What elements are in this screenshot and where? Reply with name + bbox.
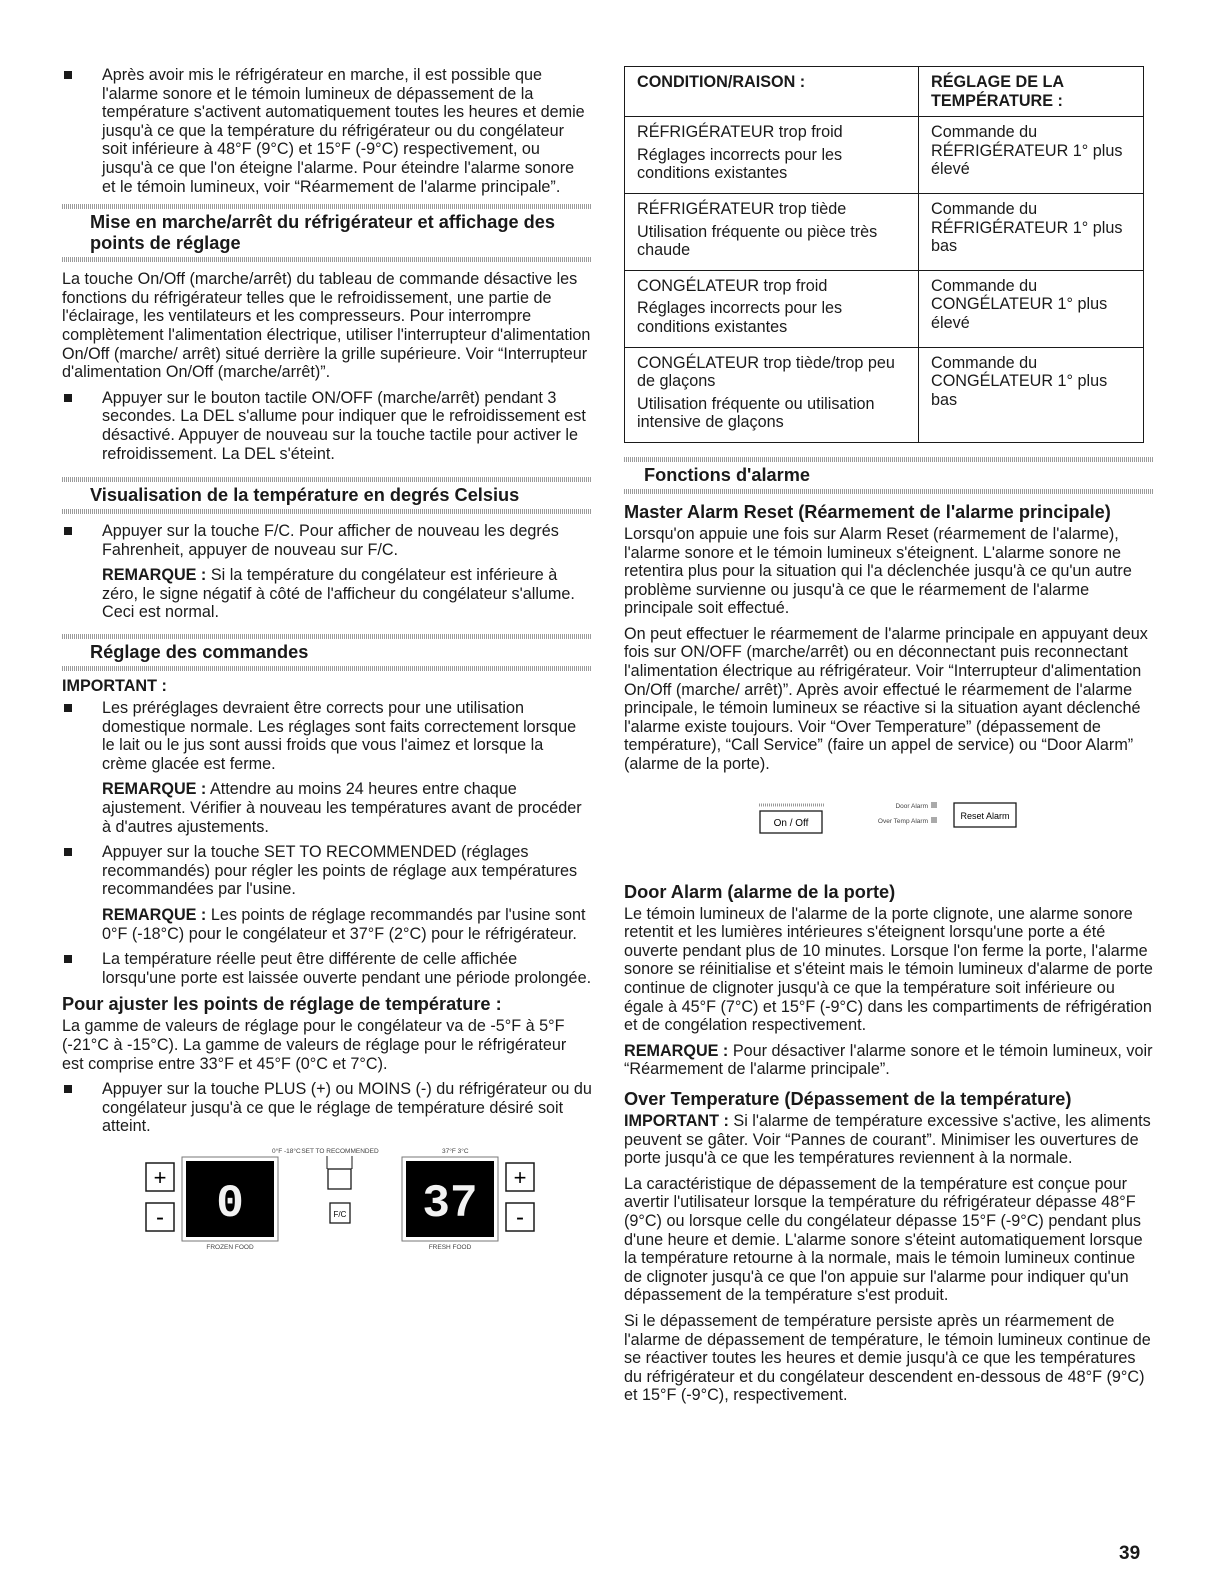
reason-text: Réglages incorrects pour les conditions existantes: [637, 145, 843, 183]
condition-text: RÉFRIGÉRATEUR trop froid: [637, 123, 843, 142]
important-label: IMPORTANT :: [624, 1111, 729, 1130]
over-temp-indicator-label: Over Temp Alarm: [877, 817, 928, 825]
section-divider: [62, 257, 592, 262]
intro-bullet-text: Après avoir mis le réfrigérateur en marche, il est possible que l'alarme sonore et le témoin lumineux de dépassement de la température s'activent automatiquement toutes les heures et demie jusqu'à ce que la température du réfrigérateur ou du congélateur soit inférieure à 48°F (9°C) et 15°F (-9°C) respectivement, ou jusqu'à ce que l'on éteigne l'alarme. Pour éteindre l'alarme sonore et le témoin lumineux, voir “Réarmement de l'alarme principale”.: [102, 66, 585, 196]
door-alarm-indicator-label: Door Alarm: [895, 802, 928, 810]
onoff-heading: Mise en marche/arrêt du réfrigérateur et affichage des points de réglage: [90, 212, 555, 254]
reglage-note-1: [62, 780, 592, 836]
condition-text: CONGÉLATEUR trop tiède/trop peu de glaçons: [637, 353, 895, 391]
onoff-button[interactable]: [760, 811, 822, 833]
freezer-minus-label: -: [156, 1203, 164, 1231]
right-column: [624, 66, 1154, 1412]
section-divider: [62, 477, 592, 482]
freezer-display-value: 0: [216, 1177, 244, 1230]
table-header-adjust: RÉGLAGE DE LA TEMPÉRATURE :: [919, 67, 1144, 117]
table-cell-condition: [625, 117, 919, 194]
ajuster-para: La gamme de valeurs de réglage pour le congélateur va de -5°F à 5°F (-21°C à -15°C). La gamme de valeurs de réglage pour le réfrigérateur est comprise entre 33°F et 45°F (0°C et 7°C).: [62, 1017, 567, 1073]
bullet-square: [64, 704, 72, 712]
master-reset-heading: Master Alarm Reset (Réarmement de l'alarme principale): [624, 501, 1111, 522]
freezer-minus-button[interactable]: [146, 1203, 174, 1231]
ajuster-bullet: [62, 1080, 592, 1136]
reglage-bullet-3-text: La température réelle peut être différente de celle affichée lorsqu'une porte est laissée ouverte pendant une période prolongée.: [102, 950, 592, 987]
table-header-row: [625, 67, 1144, 117]
bullet-square: [64, 71, 72, 79]
table-cell-adjust: Commande du RÉFRIGÉRATEUR 1° plus bas: [919, 193, 1144, 270]
over-temp-important: [624, 1112, 1154, 1168]
celsius-note: [62, 566, 592, 622]
fresh-food-label: FRESH FOOD: [428, 1243, 472, 1251]
reset-alarm-button[interactable]: [954, 803, 1016, 827]
left-column: [62, 66, 592, 1262]
onoff-bullet: [62, 389, 592, 463]
fridge-plus-button[interactable]: [506, 1163, 534, 1191]
master-para-1: Lorsqu'on appuie une fois sur Alarm Reset (réarmement de l'alarme), l'alarme sonore et le témoin lumineux s'éteignent. L'alarme sonore ne retentira plus pour la situation qui l'a déclenchée jusqu'à ce qu'un autre problème survienne ou jusqu'à ce que le réarmement de l'alarme principale soit effectué.: [624, 524, 1132, 618]
table-row: [625, 270, 1144, 347]
section-divider: [62, 509, 592, 514]
bullet-square: [64, 1085, 72, 1093]
section-divider: [624, 457, 1154, 462]
door-alarm-heading: Door Alarm (alarme de la porte): [624, 881, 896, 902]
fonctions-heading: Fonctions d'alarme: [644, 464, 811, 485]
condition-text: CONGÉLATEUR trop froid: [637, 276, 828, 295]
reglage-bullet-1-text: Les préréglages devraient être corrects pour une utilisation domestique normale. Les réglages sont faits correctement lorsque le lait ou le jus sont aussi froids que vous l'aimez et lorsque la crème glacée est ferme.: [102, 699, 577, 773]
table-cell-condition: [625, 270, 919, 347]
door-alarm-note-text: Pour désactiver l'alarme sonore et le témoin lumineux, voir “Réarmement de l'alarme principale”.: [624, 1041, 1153, 1079]
reglage-note-2: [62, 906, 592, 943]
fridge-plus-label: +: [513, 1164, 527, 1190]
reglage-bullet-2-text: Appuyer sur la touche SET TO RECOMMENDED (réglages recommandés) pour régler les points de réglage aux températures recommandées par l'usine.: [102, 843, 578, 899]
bullet-square: [64, 848, 72, 856]
bullet-square: [64, 955, 72, 963]
table-row: [625, 347, 1144, 442]
freezer-temp-label: 0°F -18°C: [272, 1147, 301, 1155]
reason-text: Utilisation fréquente ou pièce très chaude: [637, 222, 878, 260]
remarque-label: REMARQUE :: [102, 906, 207, 924]
door-alarm-led: [931, 802, 937, 808]
over-temp-para-1: La caractéristique de dépassement de la température est conçue pour avertir l'utilisateur lorsque la température du réfrigérateur dépasse 48°F (9°C) ou lorsque celle du congélateur dépasse 15°F (-9°C) pendant plus d'une heure et demie. L'alarme sonore s'éteint automatiquement lorsque la température retourne à la normale, mais le témoin lumineux continue de clignoter jusqu'à ce que l'on appuie sur l'alarme pour indiquer qu'un dépassement de la température s'est produit.: [624, 1174, 1143, 1305]
reset-alarm-label: Reset Alarm: [960, 810, 1010, 821]
fridge-minus-button[interactable]: [506, 1203, 534, 1231]
over-temp-led: [931, 817, 937, 823]
frozen-food-label: FROZEN FOOD: [206, 1243, 254, 1251]
celsius-heading: Visualisation de la température en degrés Celsius: [90, 485, 520, 506]
set-recommended-label: SET TO RECOMMENDED: [301, 1147, 379, 1155]
freezer-plus-button[interactable]: [146, 1163, 174, 1191]
bullet-square: [64, 394, 72, 402]
remarque-label: REMARQUE :: [102, 780, 207, 799]
reglage-heading: Réglage des commandes: [90, 642, 309, 663]
condition-text: RÉFRIGÉRATEUR trop tiède: [637, 199, 847, 218]
set-recommended-button[interactable]: [327, 1156, 352, 1189]
section-divider: [62, 204, 592, 209]
reglage-note-1-text: Attendre au moins 24 heures entre chaque ajustement. Vérifier à nouveau les températures avant de procéder à d'autres ajustements.: [102, 780, 582, 836]
bullet-square: [64, 527, 72, 535]
remarque-label: REMARQUE :: [102, 566, 207, 585]
fc-button[interactable]: [330, 1203, 350, 1223]
control-panel-illustration: [62, 1143, 592, 1258]
master-para-2: On peut effectuer le réarmement de l'alarme principale en appuyant deux fois sur ON/OFF (marche/arrêt) ou en déconnectant puis reconnectant l'alimentation électrique au réfrigérateur. Voir “Interrupteur d'alimentation On/Off (marche/ arrêt)”. Après avoir effectué le réarmement de l'alarme principale, le témoin lumineux se réactive si la situation ayant déclenché l'alarme existe toujours. Voir “Over Temperature” (dépassement de température), “Call Service” (faire un appel de service) ou “Door Alarm” (alarme de la porte).: [624, 624, 1148, 774]
door-alarm-para: Le témoin lumineux de l'alarme de la porte clignote, une alarme sonore retentit et les lumières intérieures s'éteignent lorsqu'une porte a été ouverte pendant plus de 10 minutes. Lorsque l'on ferme la porte, l'alarme sonore se réinitialise et s'éteint mais le témoin lumineux d'alarme de porte continue de clignoter jusqu'à ce que la température soit inférieure ou égale à 45°F (7°C) et 15°F (-9°C) dans les compartiments de réfrigération et de congélation respectivement.: [624, 904, 1153, 1035]
table-cell-adjust: Commande du RÉFRIGÉRATEUR 1° plus élevé: [919, 117, 1144, 194]
freezer-plus-label: +: [153, 1164, 167, 1190]
table-row: [625, 117, 1144, 194]
over-temp-para-2: Si le dépassement de température persiste après un réarmement de l'alarme de dépassement de température, le témoin lumineux continue de se réactiver toutes les heures et demie jusqu'à ce que les températures du réfrigérateur et du congélateur descendent en-dessous de 48°F (9°C) et 15°F (-9°C), respectivement.: [624, 1311, 1151, 1405]
onoff-para: La touche On/Off (marche/arrêt) du tableau de commande désactive les fonctions du réfrigérateur telles que le refroidissement, une partie de l'éclairage, les ventilateurs et les compresseurs. Pour interrompre complètement l'alimentation électrique, utiliser l'interrupteur d'alimentation On/Off (marche/ arrêt) situé derrière la grille supérieure. Voir “Interrupteur d'alimentation On/Off (marche/arrêt)”.: [62, 270, 591, 382]
reglage-note-2-text: Les points de réglage recommandés par l'usine sont 0°F (-18°C) pour le congélateur et 37°F (2°C) pour le réfrigérateur.: [102, 906, 586, 943]
important-label: IMPORTANT :: [62, 677, 167, 696]
reason-text: Utilisation fréquente ou utilisation intensive de glaçons: [637, 394, 875, 432]
onoff-button-label: On / Off: [773, 817, 809, 829]
over-temp-important-text: Si l'alarme de température excessive s'active, les aliments peuvent se gâter. Voir “Pannes de courant”. Minimiser les ouvertures de porte jusqu'à ce que les températures reviennent à la normale.: [624, 1111, 1151, 1168]
over-temp-heading: Over Temperature (Dépassement de la température): [624, 1088, 1072, 1109]
table-cell-adjust: Commande du CONGÉLATEUR 1° plus bas: [919, 347, 1144, 442]
section-divider: [624, 489, 1154, 494]
table-cell-condition: [625, 347, 919, 442]
fridge-display-value: 37: [422, 1177, 478, 1230]
remarque-label: REMARQUE :: [624, 1041, 729, 1060]
door-alarm-note: [624, 1042, 1154, 1079]
alarm-panel-svg: [624, 781, 1154, 871]
intro-bullet: [62, 66, 592, 196]
reglage-bullet-2: [62, 843, 592, 899]
reglage-bullet-3: [62, 950, 592, 987]
ajuster-heading: Pour ajuster les points de réglage de température :: [62, 994, 502, 1015]
table-row: [625, 193, 1144, 270]
celsius-bullet-text: Appuyer sur la touche F/C. Pour afficher de nouveau les degrés Fahrenheit, appuyer de nouveau sur F/C.: [102, 522, 559, 559]
section-divider: [62, 634, 592, 639]
alarm-panel-illustration: [624, 781, 1154, 876]
celsius-bullet: [62, 522, 592, 559]
ajuster-bullet-text: Appuyer sur la touche PLUS (+) ou MOINS (-) du réfrigérateur ou du congélateur jusqu'à ce que le réglage de température désiré soit atteint.: [102, 1080, 592, 1136]
temperature-adjust-table: [624, 66, 1144, 443]
reason-text: Réglages incorrects pour les conditions existantes: [637, 299, 843, 336]
section-divider: [62, 666, 592, 671]
table-cell-condition: [625, 193, 919, 270]
fc-label: F/C: [333, 1209, 347, 1219]
celsius-note-text: Si la température du congélateur est inférieure à zéro, le signe négatif à côté de l'afficheur du congélateur s'allume. Ceci est normal.: [102, 566, 575, 622]
fridge-minus-label: -: [516, 1203, 524, 1231]
control-panel-svg: [62, 1143, 592, 1253]
table-header-condition: CONDITION/RAISON :: [625, 67, 919, 117]
page-number: 39: [1119, 1543, 1141, 1564]
table-cell-adjust: Commande du CONGÉLATEUR 1° plus élevé: [919, 270, 1144, 347]
reglage-bullet-1: [62, 699, 592, 773]
fridge-temp-label: 37°F 3°C: [442, 1147, 469, 1155]
onoff-bullet-text: Appuyer sur le bouton tactile ON/OFF (marche/arrêt) pendant 3 secondes. La DEL s'allume pour indiquer que le refroidissement est désactivé. Appuyer de nouveau sur la touche tactile pour activer le refroidissement. La DEL s'éteint.: [102, 388, 586, 463]
